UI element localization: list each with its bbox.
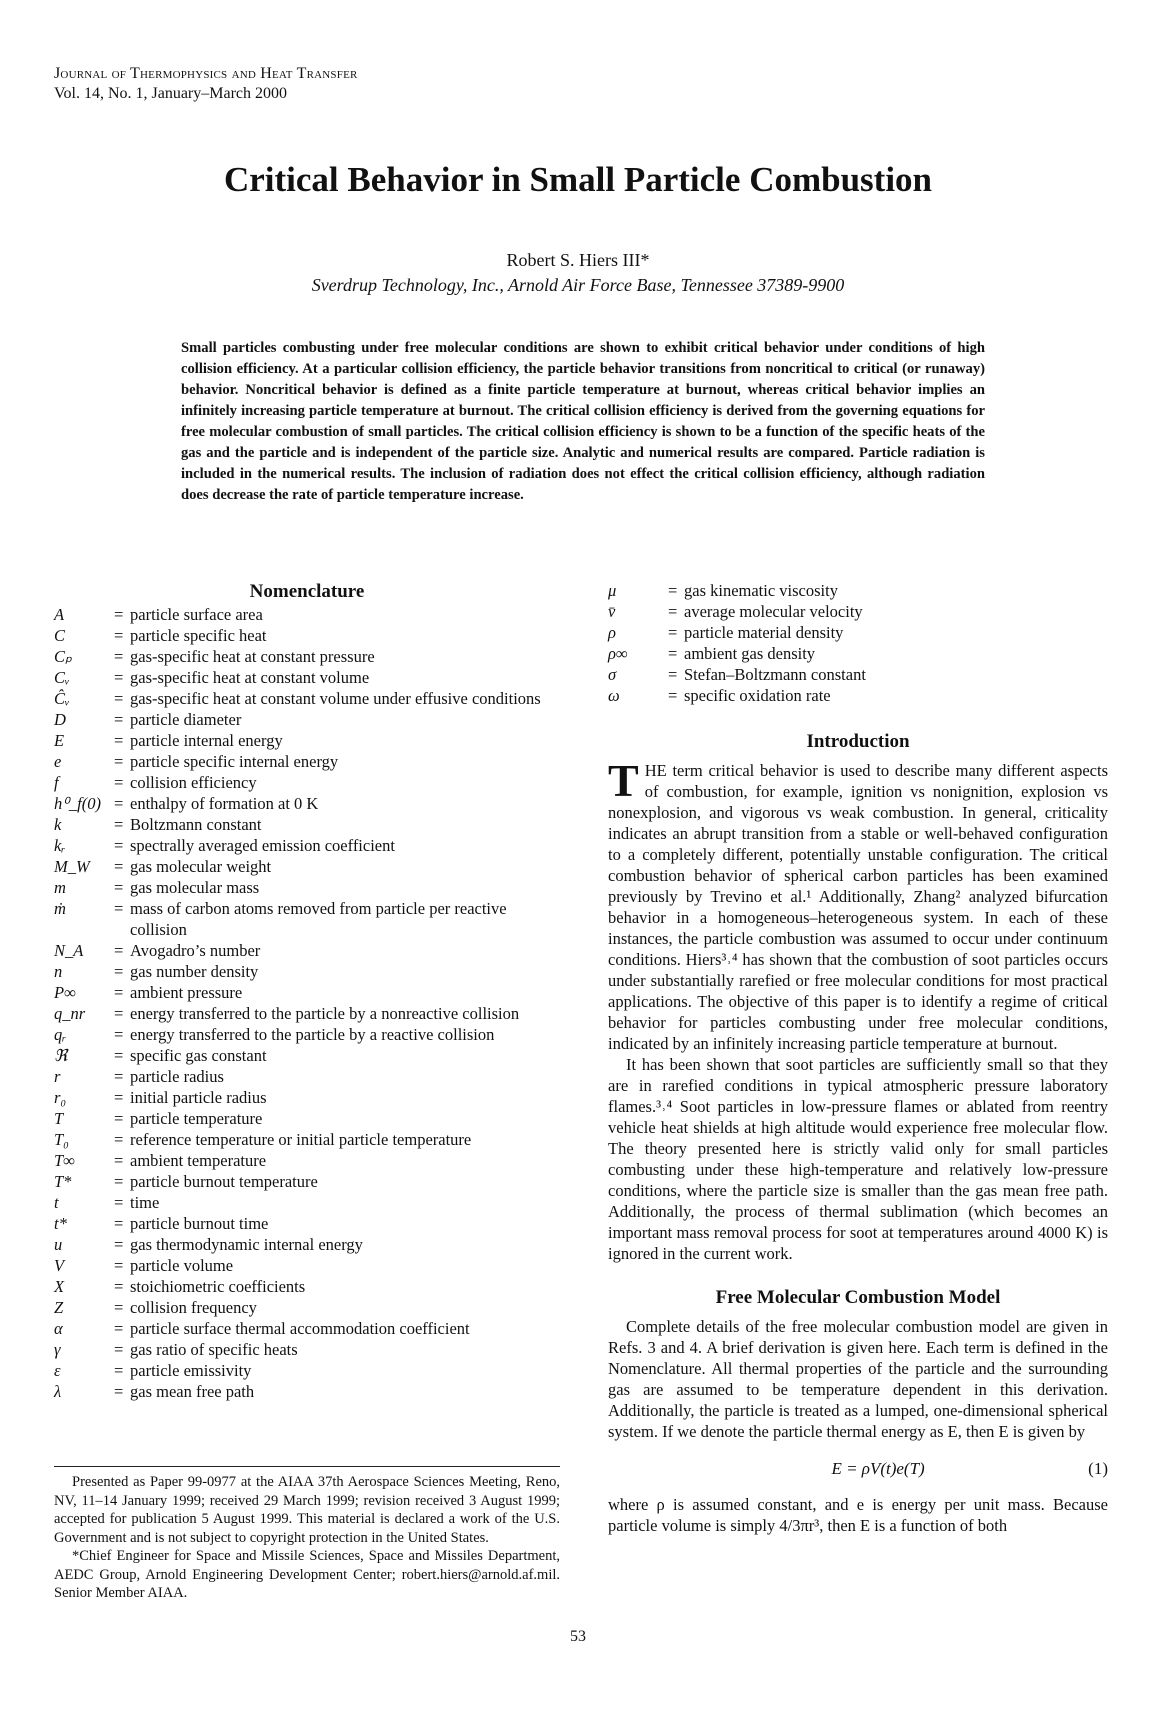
nomenclature-symbol: V [54, 1256, 65, 1275]
nomenclature-symbol: ρ∞ [608, 644, 628, 663]
nomenclature-heading: Nomenclature [249, 581, 365, 602]
nomenclature-entry [54, 1150, 560, 1171]
nomenclature-entry [54, 982, 560, 1003]
nomenclature-entry [54, 1234, 560, 1255]
nomenclature-entry [54, 730, 560, 751]
nomenclature-definition: average molecular velocity [684, 602, 863, 621]
drop-cap: T [608, 755, 639, 806]
nomenclature-entry [54, 1213, 560, 1234]
nomenclature-equals: = [114, 731, 124, 750]
nomenclature-equals: = [114, 773, 124, 792]
nomenclature-symbol: q_nr [54, 1004, 86, 1023]
introduction-paragraph-2: It has been shown that soot particles are sufficiently small so that they are in rarefied conditions in typical atmospheric pressure laboratory flames.³˒⁴ Soot particles in low-pressure flames or ablated from reentry vehicle heat shields at high altitude would experience free molecular flow. The theory presented here is strictly valid only for small particles combusting under these high-temperature and relatively low-pressure conditions, where the particle size is smaller than the gas mean free path. Additionally, the process of thermal sublimation (which becomes an important mass removal process for soot at temperatures around 4000 K) is ignored in the current work. [608, 1055, 1108, 1263]
nomenclature-definition: specific oxidation rate [684, 686, 831, 705]
nomenclature-entry [54, 772, 560, 793]
nomenclature-definition: energy transferred to the particle by a reactive collision [130, 1025, 495, 1044]
nomenclature-entry [54, 1024, 560, 1045]
nomenclature-definition: particle material density [684, 623, 844, 642]
nomenclature-symbol: ρ [608, 623, 616, 642]
nomenclature-equals: = [114, 1256, 124, 1275]
nomenclature-definition: particle internal energy [130, 731, 283, 750]
nomenclature-equals: = [114, 605, 124, 624]
nomenclature-symbol: t* [54, 1214, 67, 1233]
nomenclature-entry [608, 580, 1108, 601]
nomenclature-entry [54, 877, 560, 898]
nomenclature-symbol: t [54, 1193, 59, 1212]
nomenclature-entry [608, 685, 1108, 706]
nomenclature-definition: gas mean free path [130, 1382, 255, 1401]
nomenclature-equals: = [668, 686, 678, 705]
nomenclature-list-right [608, 580, 1108, 706]
nomenclature-definition: particle temperature [130, 1109, 263, 1128]
nomenclature-definition: gas thermodynamic internal energy [130, 1235, 363, 1254]
nomenclature-symbol: f [54, 773, 59, 792]
nomenclature-symbol: qᵣ [54, 1025, 67, 1044]
nomenclature-equals: = [114, 1319, 124, 1338]
nomenclature-symbol: r₀ [54, 1088, 67, 1107]
author-affiliation: Sverdrup Technology, Inc., Arnold Air Force Base, Tennessee 37389-9900 [311, 275, 845, 295]
nomenclature-entry [54, 835, 560, 856]
nomenclature-entry [54, 1339, 560, 1360]
nomenclature-entry [54, 1129, 560, 1150]
model-paragraph-2: where ρ is assumed constant, and e is energy per unit mass. Because particle volume is simply 4/3πr³, then E is a function of both [608, 1495, 1108, 1535]
nomenclature-entry [608, 622, 1108, 643]
nomenclature-definition: reference temperature or initial particle temperature [130, 1130, 472, 1149]
nomenclature-equals: = [114, 1340, 124, 1359]
nomenclature-entry [54, 1171, 560, 1192]
footnotes [54, 1466, 560, 1603]
equation-1 [608, 1458, 1108, 1480]
nomenclature-symbol: ω [608, 686, 620, 705]
footnote-author: *Chief Engineer for Space and Missile Sciences, Space and Missiles Department, AEDC Group, Arnold Engineering Development Center; robert.hiers@arnold.af.mil. Senior Member AIAA. [54, 1548, 560, 1601]
nomenclature-entry [54, 1255, 560, 1276]
nomenclature-symbol: X [54, 1277, 65, 1296]
nomenclature-symbol: k [54, 815, 62, 834]
nomenclature-definition: Avogadro’s number [130, 941, 261, 960]
left-column [54, 580, 560, 1402]
nomenclature-entry [608, 601, 1108, 622]
nomenclature-equals: = [114, 857, 124, 876]
nomenclature-equals: = [668, 623, 678, 642]
nomenclature-symbol: γ [54, 1340, 61, 1359]
introduction-paragraph-1 [608, 755, 1108, 1054]
page-number: 53 [570, 1628, 586, 1645]
nomenclature-entry [608, 643, 1108, 664]
nomenclature-definition: particle burnout temperature [130, 1172, 318, 1191]
nomenclature-equals: = [114, 815, 124, 834]
nomenclature-definition: stoichiometric coefficients [130, 1277, 306, 1296]
nomenclature-definition: enthalpy of formation at 0 K [130, 794, 319, 813]
journal-name: Journal of Thermophysics and Heat Transfer [54, 65, 358, 82]
nomenclature-definition: ambient pressure [130, 983, 243, 1002]
nomenclature-equals: = [114, 794, 124, 813]
abstract: Small particles combusting under free molecular conditions are shown to exhibit critical behavior under conditions of high collision efficiency. At a particular collision efficiency, the particle behavior transitions from noncritical to critical (or runaway) behavior. Noncritical behavior is defined as a finite particle temperature at burnout, whereas critical behavior implies an infinitely increasing particle temperature at burnout. The critical collision efficiency is derived from the governing equations for free molecular combustion of small particles. The critical collision efficiency is shown to be a function of the specific heats of the gas and the particle and is independent of the particle size. Analytic and numerical results are compared. Particle radiation is included in the numerical results. The inclusion of radiation does not effect the critical collision efficiency, although radiation does decrease the rate of particle temperature increase. [181, 340, 985, 503]
nomenclature-entry [54, 1360, 560, 1381]
nomenclature-entry [54, 709, 560, 730]
nomenclature-equals: = [114, 626, 124, 645]
nomenclature-symbol: e [54, 752, 62, 771]
nomenclature-definition: collision efficiency [130, 773, 257, 792]
nomenclature-equals: = [114, 1298, 124, 1317]
nomenclature-symbol: E [54, 731, 65, 750]
paper-title: Critical Behavior in Small Particle Combustion [223, 160, 933, 199]
nomenclature-symbol: A [54, 605, 65, 624]
nomenclature-equals: = [114, 668, 124, 687]
nomenclature-symbol: T∞ [54, 1151, 75, 1170]
nomenclature-symbol: N_A [54, 941, 84, 960]
nomenclature-entry [54, 667, 560, 688]
nomenclature-symbol: ℜ [54, 1046, 68, 1065]
model-paragraph-1: Complete details of the free molecular combustion model are given in Refs. 3 and 4. A brief derivation is given here. Each term is defined in the Nomenclature. All thermal properties of the particle and the surrounding gas are assumed to be temperature dependent in this derivation. Additionally, the particle is treated as a lumped, one-dimensional spherical system. If we denote the particle thermal energy as E, then E is given by [608, 1317, 1108, 1441]
introduction-p1-text: HE term critical behavior is used to describe many different aspects of combustion, for example, ignition vs nonignition, explosion vs nonexplosion, and vigorous vs weak combustion. In general, criticality indicates an abrupt transition from a stable or well-behaved configuration to a completely different, potentially unstable configuration. The critical combustion behavior of spherical carbon particles has been examined previously by Trevino et al.¹ Additionally, Zhang² analyzed bifurcation behavior in a homogeneous–heterogeneous system. In each of these instances, the particle combustion was assumed to occur under continuum conditions. Hiers³˒⁴ has shown that the combustion of soot particles occurs under substantially rarefied or free molecular conditions for most practical applications. The objective of this paper is to identify a regime of critical behavior for particles combusting under free molecular conditions, indicated by an infinitely increasing particle temperature at burnout. [608, 761, 1108, 1053]
nomenclature-symbol: P∞ [54, 983, 76, 1002]
nomenclature-definition: gas kinematic viscosity [684, 581, 838, 600]
nomenclature-entry [54, 1276, 560, 1297]
nomenclature-equals: = [114, 878, 124, 897]
nomenclature-equals: = [114, 1025, 124, 1044]
nomenclature-symbol: r [54, 1067, 61, 1086]
nomenclature-entry [54, 625, 560, 646]
nomenclature-definition: gas-specific heat at constant pressure [130, 647, 375, 666]
nomenclature-definition: collision frequency [130, 1298, 257, 1317]
nomenclature-equals: = [114, 1277, 124, 1296]
nomenclature-symbol: T₀ [54, 1130, 69, 1149]
nomenclature-definition: particle surface area [130, 605, 263, 624]
journal-header [54, 64, 358, 104]
nomenclature-definition: ambient gas density [684, 644, 816, 663]
nomenclature-equals: = [114, 689, 124, 708]
nomenclature-definition: particle emissivity [130, 1361, 252, 1380]
nomenclature-definition: particle radius [130, 1067, 224, 1086]
nomenclature-equals: = [114, 1067, 124, 1086]
nomenclature-equals: = [114, 1235, 124, 1254]
nomenclature-definition: particle diameter [130, 710, 242, 729]
nomenclature-symbol: v̄ [608, 602, 616, 621]
nomenclature-equals: = [114, 1361, 124, 1380]
nomenclature-symbol: λ [54, 1382, 62, 1401]
nomenclature-entry [54, 1297, 560, 1318]
nomenclature-symbol: Z [54, 1298, 64, 1317]
nomenclature-equals: = [668, 665, 678, 684]
nomenclature-list-left [54, 604, 560, 1402]
nomenclature-equals: = [114, 710, 124, 729]
nomenclature-equals: = [114, 836, 124, 855]
nomenclature-equals: = [114, 1046, 124, 1065]
nomenclature-definition: gas-specific heat at constant volume [130, 668, 370, 687]
nomenclature-entry [54, 688, 560, 709]
nomenclature-definition: ambient temperature [130, 1151, 267, 1170]
nomenclature-definition: energy transferred to the particle by a nonreactive collision [130, 1004, 520, 1023]
nomenclature-equals: = [114, 1109, 124, 1128]
nomenclature-equals: = [114, 1382, 124, 1401]
nomenclature-definition: initial particle radius [130, 1088, 267, 1107]
nomenclature-symbol: T [54, 1109, 64, 1128]
nomenclature-definition: particle specific heat [130, 626, 267, 645]
nomenclature-equals: = [114, 1214, 124, 1233]
nomenclature-entry [54, 940, 560, 961]
author-name: Robert S. Hiers III* [506, 250, 650, 270]
nomenclature-symbol: σ [608, 665, 617, 684]
nomenclature-equals: = [114, 1193, 124, 1212]
nomenclature-entry [54, 751, 560, 772]
nomenclature-equals: = [114, 647, 124, 666]
nomenclature-definition: gas molecular mass [130, 878, 260, 897]
nomenclature-entry [54, 1066, 560, 1087]
nomenclature-definition: Stefan–Boltzmann constant [684, 665, 866, 684]
nomenclature-definition: particle surface thermal accommodation coefficient [130, 1319, 470, 1338]
nomenclature-entry [54, 1381, 560, 1402]
nomenclature-symbol: Cₚ [54, 647, 73, 666]
nomenclature-symbol: kᵣ [54, 836, 66, 855]
nomenclature-definition: particle burnout time [130, 1214, 269, 1233]
nomenclature-entry [54, 604, 560, 625]
nomenclature-equals: = [114, 899, 124, 918]
nomenclature-entry [54, 856, 560, 877]
nomenclature-entry [54, 1108, 560, 1129]
nomenclature-equals: = [668, 644, 678, 663]
nomenclature-definition: mass of carbon atoms removed from particle per reactive collision [130, 899, 507, 939]
nomenclature-symbol: D [54, 710, 66, 729]
nomenclature-symbol: Cᵥ [54, 668, 70, 687]
nomenclature-entry [54, 1087, 560, 1108]
nomenclature-symbol: Ĉᵥ [54, 689, 70, 708]
nomenclature-entry [54, 898, 560, 940]
nomenclature-entry [54, 646, 560, 667]
nomenclature-equals: = [114, 1172, 124, 1191]
nomenclature-equals: = [668, 602, 678, 621]
nomenclature-symbol: n [54, 962, 63, 981]
nomenclature-entry [608, 664, 1108, 685]
nomenclature-symbol: u [54, 1235, 63, 1254]
volume-line: Vol. 14, No. 1, January–March 2000 [54, 85, 288, 102]
introduction-heading: Introduction [806, 731, 910, 752]
model-heading: Free Molecular Combustion Model [715, 1287, 1001, 1308]
equation-number: (1) [1088, 1459, 1108, 1478]
nomenclature-definition: time [130, 1193, 160, 1212]
nomenclature-entry [54, 1045, 560, 1066]
nomenclature-definition: spectrally averaged emission coefficient [130, 836, 395, 855]
nomenclature-equals: = [114, 941, 124, 960]
nomenclature-equals: = [114, 752, 124, 771]
nomenclature-definition: gas-specific heat at constant volume under effusive conditions [130, 689, 541, 708]
nomenclature-symbol: ṁ [54, 899, 66, 918]
nomenclature-symbol: α [54, 1319, 63, 1338]
nomenclature-symbol: M_W [54, 857, 90, 876]
nomenclature-equals: = [114, 962, 124, 981]
nomenclature-symbol: T* [54, 1172, 72, 1191]
nomenclature-entry [54, 814, 560, 835]
nomenclature-entry [54, 793, 560, 814]
nomenclature-equals: = [668, 581, 678, 600]
right-column [608, 580, 1108, 1536]
nomenclature-definition: gas number density [130, 962, 259, 981]
nomenclature-entry [54, 1192, 560, 1213]
nomenclature-equals: = [114, 1004, 124, 1023]
nomenclature-definition: particle specific internal energy [130, 752, 339, 771]
nomenclature-equals: = [114, 1151, 124, 1170]
nomenclature-entry [54, 961, 560, 982]
nomenclature-symbol: μ [608, 581, 617, 600]
nomenclature-definition: gas ratio of specific heats [130, 1340, 298, 1359]
nomenclature-definition: Boltzmann constant [130, 815, 262, 834]
nomenclature-symbol: m [54, 878, 66, 897]
nomenclature-equals: = [114, 1088, 124, 1107]
footnote-presentation: Presented as Paper 99-0977 at the AIAA 37th Aerospace Sciences Meeting, Reno, NV, 11–14 January 1999; received 29 March 1999; revision received 3 August 1999; accepted for publication 5 August 1999. This material is declared a work of the U.S. Government and is not subject to copyright protection in the United States. [54, 1474, 560, 1546]
nomenclature-definition: particle volume [130, 1256, 234, 1275]
nomenclature-equals: = [114, 1130, 124, 1149]
equation-body: E = ρV(t)e(T) [831, 1459, 925, 1478]
nomenclature-symbol: C [54, 626, 66, 645]
nomenclature-entry [54, 1318, 560, 1339]
nomenclature-definition: gas molecular weight [130, 857, 272, 876]
nomenclature-definition: specific gas constant [130, 1046, 267, 1065]
nomenclature-symbol: h⁰_f(0) [54, 794, 101, 813]
nomenclature-symbol: ε [54, 1361, 61, 1380]
nomenclature-entry [54, 1003, 560, 1024]
nomenclature-equals: = [114, 983, 124, 1002]
